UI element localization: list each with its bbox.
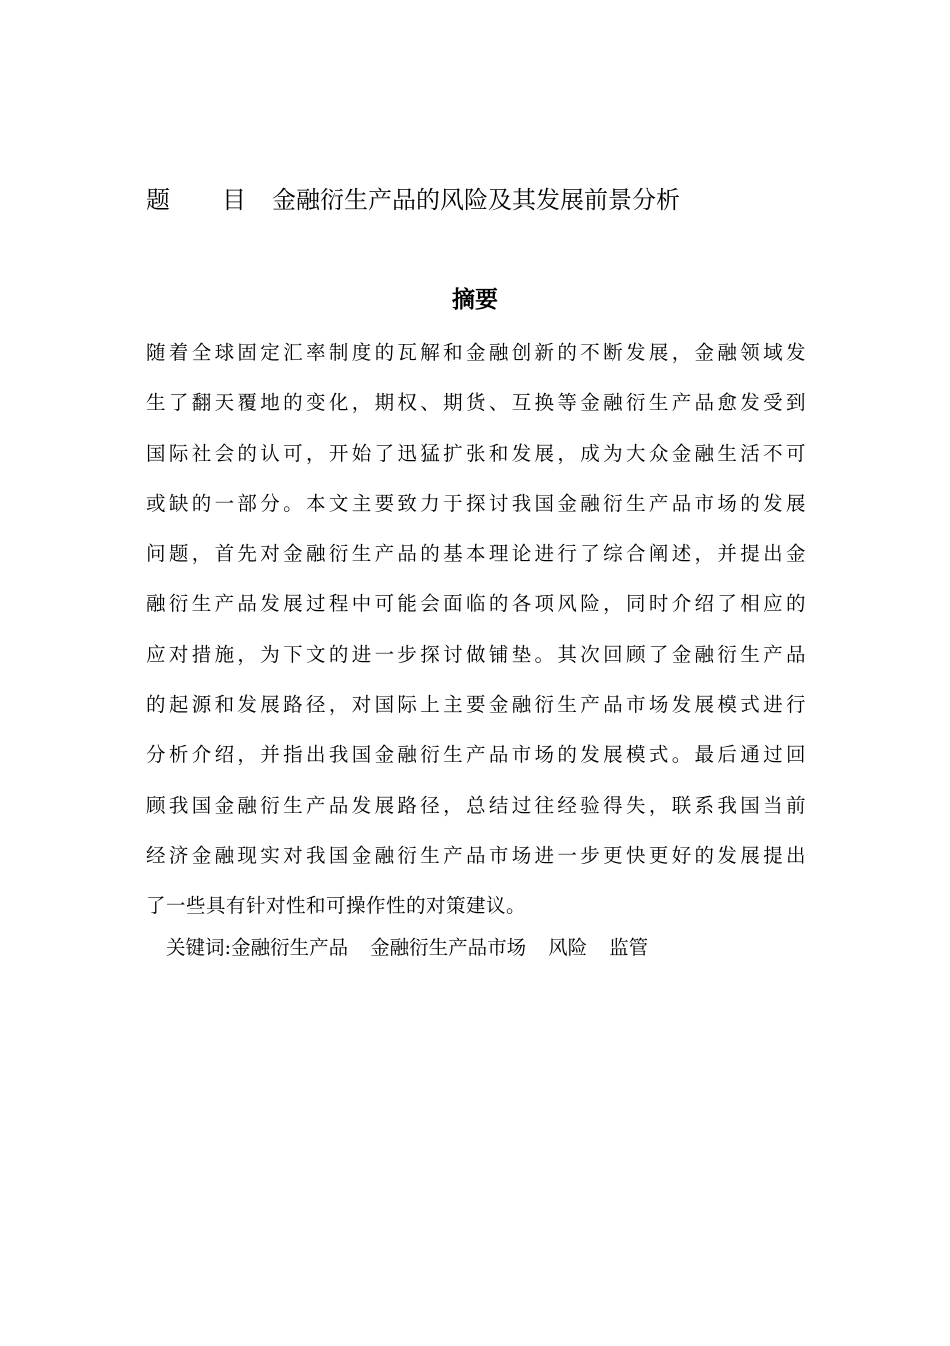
keywords-line	[166, 926, 648, 970]
keywords-label: 关键词:	[166, 936, 232, 959]
abstract-line: 分析介绍，并指出我国金融衍生产品市场的发展模式。最后通过回	[146, 743, 806, 767]
abstract-line: 的起源和发展路径，对国际上主要金融衍生产品市场发展模式进行	[146, 693, 806, 717]
keyword-item: 风险	[548, 936, 588, 959]
abstract-line: 了一些具有针对性和可操作性的对策建议。	[146, 894, 527, 918]
abstract-line: 经济金融现实对我国金融衍生产品市场进一步更快更好的发展提出	[146, 843, 806, 867]
abstract-line: 生了翻天覆地的变化，期权、期货、互换等金融衍生产品愈发受到	[146, 391, 806, 415]
abstract-line: 应对措施，为下文的进一步探讨做铺垫。其次回顾了金融衍生产品	[146, 642, 806, 666]
abstract-line: 融衍生产品发展过程中可能会面临的各项风险，同时介绍了相应的	[146, 592, 806, 616]
abstract-body	[146, 328, 806, 932]
document-title	[146, 183, 680, 217]
abstract-line: 随着全球固定汇率制度的瓦解和金融创新的不断发展，金融领域发	[146, 341, 806, 364]
abstract-heading: 摘要	[452, 287, 498, 313]
title-label-part1: 题	[146, 186, 170, 214]
keyword-item: 金融衍生产品市场	[370, 936, 527, 959]
abstract-line: 问题，首先对金融衍生产品的基本理论进行了综合阐述，并提出金	[146, 542, 806, 566]
abstract-line: 或缺的一部分。本文主要致力于探讨我国金融衍生产品市场的发展	[146, 491, 806, 515]
title-text: 金融衍生产品的风险及其发展前景分析	[272, 186, 680, 214]
keyword-item: 监管	[609, 936, 649, 959]
abstract-line: 国际社会的认可，开始了迅猛扩张和发展，成为大众金融生活不可	[146, 441, 806, 465]
keyword-item: 金融衍生产品	[231, 936, 349, 959]
title-label-part2: 目	[222, 186, 246, 214]
abstract-line: 顾我国金融衍生产品发展路径，总结过往经验得失，联系我国当前	[146, 793, 806, 817]
